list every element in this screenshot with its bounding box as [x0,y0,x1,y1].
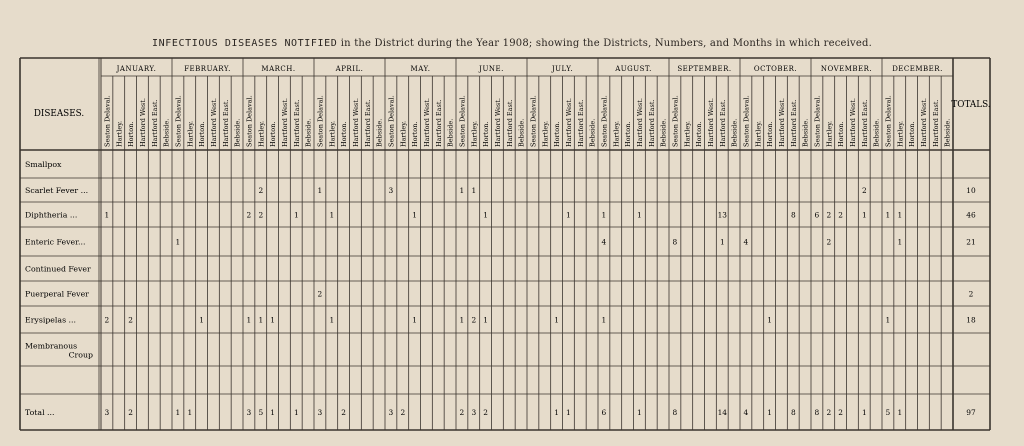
table-cell-value: 1 [861,210,867,220]
table-cell-value: 2 [838,408,843,417]
month-header: FEBRUARY. [184,65,231,73]
row-total: 18 [966,315,976,325]
district-header: Seaton Delaval. [529,95,538,147]
district-header: Hartley. [328,120,337,147]
district-header: Horton. [340,121,349,147]
table-cell-value: 2 [826,237,832,247]
district-header: Hartford West. [635,98,644,147]
month-header: AUGUST. [615,65,652,73]
district-header: Hartford East. [221,99,230,147]
disease-label: Total ... [25,408,55,417]
table-cell-value: 5 [258,408,264,417]
month-header: JANUARY. [116,65,157,73]
district-header: Hartford West. [138,98,147,147]
district-header: Hartford East. [931,99,940,147]
table-cell-value: 2 [128,408,133,417]
table-cell-value: 2 [258,210,264,220]
table-cell-value: 1 [885,315,891,325]
table-cell-value: 8 [672,237,678,247]
district-header: Hartley. [825,120,834,147]
district-header: Hartford West. [351,98,360,147]
table-cell-value: 6 [814,210,820,220]
table-cell-value: 1 [459,186,465,195]
table-cell-value: 1 [601,315,607,325]
district-header: Horton. [482,121,491,147]
district-header: Horton. [837,121,846,147]
table-cell-value: 6 [601,408,607,417]
district-header: Hartford West. [564,98,573,147]
month-header: APRIL. [335,65,364,73]
district-header: Hartford East. [505,99,514,147]
table-cell-value: 1 [412,315,417,325]
table-cell-value: 1 [270,315,275,325]
table-cell-value: 1 [885,210,891,220]
district-header: Hartley. [186,120,195,147]
month-header: MAY. [410,65,431,73]
table-cell-value: 1 [897,237,903,247]
disease-label: Enteric Fever... [25,237,86,247]
table-cell-value: 2 [861,186,867,195]
disease-label: Membranous [25,341,78,351]
title-lead: INFECTIOUS DISEASES NOTIFIED [152,38,338,49]
district-header: Bebside. [943,118,952,147]
table-cell-value: 1 [471,186,477,195]
title-rest: in the District during the Year 1908; showing the Districts, Numbers, and Months in which received. [337,38,872,49]
district-header: Hartford East. [363,99,372,147]
table-cell-value: 2 [246,210,252,220]
table-cell-value: 3 [388,408,394,417]
table-cell-value: 1 [483,210,488,220]
district-header: Hartford West. [280,98,289,147]
table-cell-value: 4 [601,237,607,247]
disease-label: Diphtheria ... [25,210,78,220]
table-cell-value: 1 [104,210,110,220]
row-total: 2 [968,289,974,299]
district-header: Hartley. [470,120,479,147]
district-header: Horton. [553,121,562,147]
table-cell-value: 5 [885,408,891,417]
district-header: Hartley. [115,120,124,147]
district-header: Hartford West. [422,98,431,147]
table-cell-value: 1 [293,408,299,417]
table-cell-value: 1 [258,315,264,325]
district-header: Seaton Delaval. [884,95,893,147]
table-cell-value: 2 [838,210,843,220]
district-header: Hartley. [754,120,763,147]
district-header: Hartford East. [576,99,585,147]
totals-header: TOTALS. [951,100,991,110]
district-header: Seaton Delaval. [742,95,751,147]
table-cell-value: 1 [566,408,571,417]
district-header: Hartford East. [789,99,798,147]
month-header: NOVEMBER. [820,65,873,73]
district-header: Hartford West. [777,98,786,147]
district-header: Seaton Delaval. [174,95,183,147]
table-cell-value: 1 [767,408,772,417]
district-header: Bebside. [588,118,597,147]
district-header: Horton. [624,121,633,147]
district-header: Hartley. [683,120,692,147]
district-header: Horton. [127,121,136,147]
table-cell-value: 2 [341,408,346,417]
table-cell-value: 1 [601,210,607,220]
table-cell-value: 3 [388,186,394,195]
table-cell-value: 1 [317,186,323,195]
district-header: Hartford West. [209,98,218,147]
district-header: Seaton Delaval. [671,95,680,147]
disease-label: Puerperal Fever [25,289,89,299]
district-header: Seaton Delaval. [245,95,254,147]
table-cell-value: 14 [717,408,728,417]
district-header: Hartford East. [292,99,301,147]
table-cell-value: 1 [554,315,559,325]
table-cell-value: 2 [400,408,406,417]
table-cell-value: 2 [826,408,832,417]
month-header: DECEMBER. [892,65,943,73]
district-header: Bebside. [446,118,455,147]
table-cell-value: 1 [637,210,642,220]
district-header: Bebside. [375,118,384,147]
table-cell-value: 8 [790,408,796,417]
table-cell-value: 1 [897,210,903,220]
row-total: 21 [966,237,976,247]
table-cell-value: 8 [672,408,678,417]
disease-label: Continued Fever [25,264,91,274]
district-header: Horton. [269,121,278,147]
district-header: Horton. [908,121,917,147]
table-cell-value: 3 [471,408,477,417]
table-cell-value: 8 [814,408,820,417]
district-header: Seaton Delaval. [600,95,609,147]
district-header: Bebside. [801,118,810,147]
table-cell-value: 1 [459,315,465,325]
table-cell-value: 1 [175,237,181,247]
table-cell-value: 2 [459,408,465,417]
district-header: Hartford East. [860,99,869,147]
month-header: MARCH. [261,65,296,73]
table-cell-value: 8 [790,210,796,220]
district-header: Hartford West. [848,98,857,147]
table-cell-value: 1 [719,237,725,247]
disease-label: Erysipelas ... [25,315,76,325]
district-header: Hartford East. [718,99,727,147]
district-header: Hartley. [399,120,408,147]
district-header: Bebside. [517,118,526,147]
district-header: Bebside. [872,118,881,147]
table-cell-value: 3 [246,408,252,417]
district-header: Horton. [198,121,207,147]
disease-label: Smallpox [25,160,62,169]
district-header: Seaton Delaval. [813,95,822,147]
table-cell-value: 1 [554,408,559,417]
table-cell-value: 2 [826,210,832,220]
district-header: Seaton Delaval. [103,95,112,147]
table-cell-value: 1 [861,408,867,417]
district-header: Hartford East. [150,99,159,147]
district-header: Bebside. [730,118,739,147]
table-cell-value: 1 [270,408,275,417]
table-cell-value: 1 [412,210,417,220]
district-header: Seaton Delaval. [316,95,325,147]
row-total: 46 [966,210,976,220]
table-cell-value: 4 [743,237,749,247]
district-header: Hartford East. [434,99,443,147]
table-cell-value: 1 [329,315,335,325]
disease-label: Croup [68,350,93,360]
district-header: Bebside. [162,118,171,147]
table-cell-value: 1 [293,210,299,220]
district-header: Hartford West. [493,98,502,147]
table-cell-value: 3 [317,408,323,417]
table-cell-value: 1 [767,315,772,325]
table-cell-value: 2 [258,186,264,195]
table-cell-value: 1 [199,315,204,325]
row-total: 10 [966,186,976,195]
table-cell-value: 2 [483,408,488,417]
table-cell-value: 1 [329,210,335,220]
district-header: Bebside. [304,118,313,147]
district-header: Hartley. [257,120,266,147]
table-cell-value: 3 [104,408,110,417]
row-total: 97 [966,408,976,417]
table-cell-value: 4 [743,408,749,417]
district-header: Seaton Delaval. [458,95,467,147]
table-cell-value: 2 [128,315,133,325]
district-header: Horton. [766,121,775,147]
district-header: Hartley. [612,120,621,147]
district-header: Horton. [411,121,420,147]
district-header: Hartford East. [647,99,656,147]
district-header: Bebside. [659,118,668,147]
month-header: OCTOBER. [753,65,798,73]
district-header: Hartford West. [919,98,928,147]
table-cell-value: 1 [897,408,903,417]
table-cell-value: 2 [471,315,477,325]
district-header: Hartford West. [706,98,715,147]
district-header: Bebside. [233,118,242,147]
table-cell-value: 2 [317,289,323,299]
table-cell-value: 1 [175,408,181,417]
district-header: Hartley. [541,120,550,147]
disease-label: Scarlet Fever ... [25,186,89,195]
table-cell-value: 1 [187,408,193,417]
table-cell-value: 1 [637,408,642,417]
table-cell-value: 2 [104,315,110,325]
district-header: Horton. [695,121,704,147]
district-header: Hartley. [896,120,905,147]
table-cell-value: 1 [246,315,252,325]
month-header: JUNE. [479,65,504,73]
month-header: SEPTEMBER. [677,65,732,73]
diseases-header: DISEASES. [33,109,85,119]
table-cell-value: 1 [566,210,571,220]
table-cell-value: 13 [717,210,728,220]
month-header: JULY. [551,65,574,73]
district-header: Seaton Delaval. [387,95,396,147]
table-cell-value: 1 [483,315,488,325]
